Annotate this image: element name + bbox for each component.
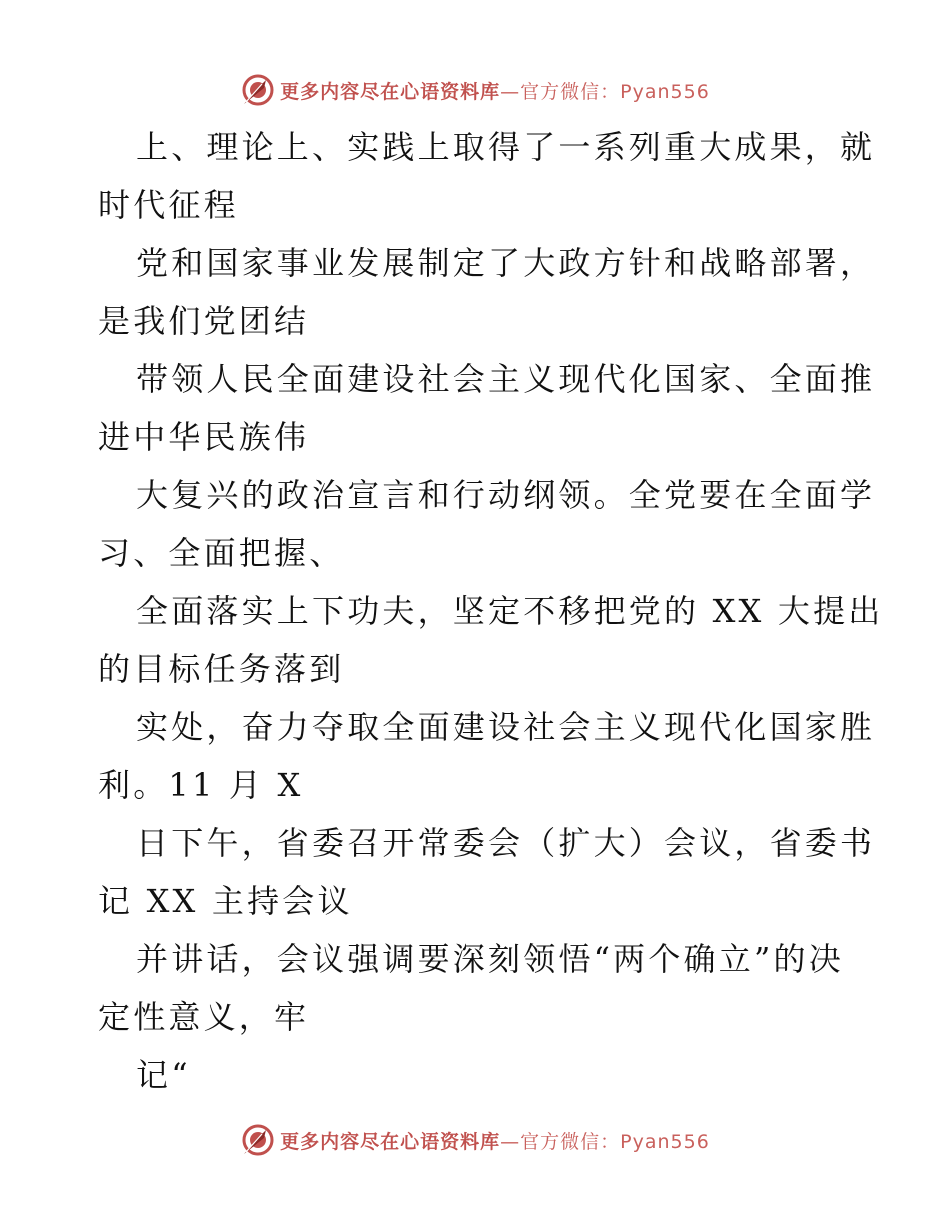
paragraph bbox=[98, 814, 876, 930]
paragraph-line: 记 XX 主持会议 bbox=[98, 882, 353, 920]
paragraph-line: 全面落实上下功夫，坚定不移把党的 XX 大提出 bbox=[136, 592, 884, 630]
paragraph bbox=[98, 1046, 858, 1104]
paragraph-line: 大复兴的政治宣言和行动纲领。全党要在全面学 bbox=[136, 476, 876, 514]
paragraph-line: 带领人民全面建设社会主义现代化国家、全面推 bbox=[136, 360, 876, 398]
paragraph-line: 日下午，省委召开常委会（扩大）会议，省委书 bbox=[136, 824, 876, 862]
paragraph-line: 的目标任务落到 bbox=[98, 650, 345, 688]
quill-logo-icon bbox=[240, 1122, 276, 1158]
footer-wechat: —官方微信：Pyan556 bbox=[500, 1130, 710, 1153]
paragraph-line: 定性意义，牢 bbox=[98, 998, 310, 1036]
paragraph-line: 记“ bbox=[136, 1056, 191, 1094]
paragraph-line: 进中华民族伟 bbox=[98, 418, 310, 456]
paragraph bbox=[98, 698, 876, 814]
paragraph-line: 利。11 月 X bbox=[98, 766, 304, 804]
paragraph bbox=[98, 930, 858, 1046]
paragraph-line: 上、理论上、实践上取得了一系列重大成果，就 bbox=[136, 128, 876, 166]
header-wechat: —官方微信：Pyan556 bbox=[500, 80, 710, 103]
paragraph-line: 并讲话，会议强调要深刻领悟“两个确立”的决 bbox=[136, 940, 844, 978]
paragraph-line: 习、全面把握、 bbox=[98, 534, 345, 572]
paragraph bbox=[98, 350, 876, 466]
footer-watermark bbox=[0, 1118, 950, 1162]
paragraph-line: 实处，奋力夺取全面建设社会主义现代化国家胜 bbox=[136, 708, 876, 746]
quill-logo-icon bbox=[240, 72, 276, 108]
paragraph-line: 时代征程 bbox=[98, 186, 239, 224]
header-brand: 更多内容尽在心语资料库 bbox=[280, 80, 501, 103]
header-watermark-text bbox=[280, 77, 710, 104]
paragraph bbox=[98, 234, 876, 350]
paragraph bbox=[98, 466, 876, 582]
footer-brand: 更多内容尽在心语资料库 bbox=[280, 1130, 501, 1153]
footer-watermark-text bbox=[280, 1127, 710, 1154]
document-body bbox=[98, 118, 884, 1104]
paragraph bbox=[98, 582, 884, 698]
header-watermark bbox=[0, 68, 950, 112]
paragraph-line: 党和国家事业发展制定了大政方针和战略部署， bbox=[136, 244, 876, 282]
paragraph bbox=[98, 118, 876, 234]
paragraph-line: 是我们党团结 bbox=[98, 302, 310, 340]
